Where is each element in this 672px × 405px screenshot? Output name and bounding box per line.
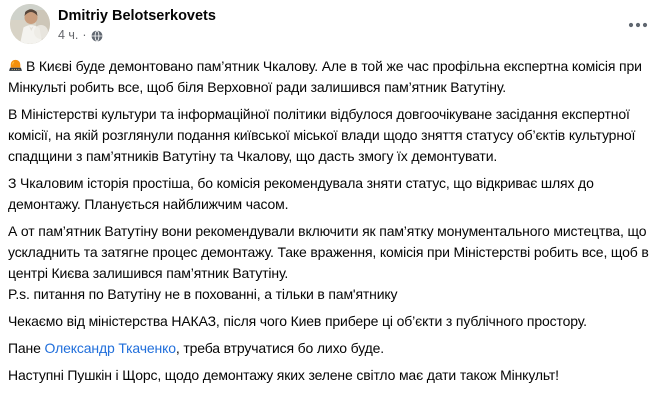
post-header — [0, 0, 672, 44]
post-paragraph: В Міністерстві культури та інформаційної політики відбулося довгоочікуване засідання експертної комісії, на якій розглянули подання київської міської влади щодо зняття статусу об’єктів культурної спадщини з пам’ятників Ватутіну та Чкалову, що дасть змогу їх демонтувати. — [8, 106, 636, 164]
paragraph-text: Пане — [8, 340, 45, 356]
post-content — [0, 56, 672, 386]
post-paragraph: Наступні Пушкін і Щорс, щодо демонтажу яких зелене світло має дати також Мінкульт! — [8, 367, 559, 383]
rotating-light-emoji — [8, 58, 23, 73]
avatar-photo — [10, 4, 50, 44]
paragraph-text: , треба втручатися бо лихо буде. — [175, 340, 385, 356]
globe-icon — [91, 30, 103, 42]
post-subtitle — [58, 28, 624, 43]
paragraph-text: В Києві буде демонтовано пам’ятник Чкалову. Але в той же час профільна експертна комісія при Мінкульті робить все, щоб біля Верховної ради залишився пам’ятник Ватутіну. — [8, 58, 642, 95]
post-paragraph — [8, 338, 664, 359]
post-paragraph: Чекаємо від міністерства НАКАЗ, після чого Киев прибере ці об’єкти з публічного простору. — [8, 313, 587, 329]
ellipsis-icon — [628, 22, 648, 28]
mention-link-oleksandr-tkachenko[interactable]: Олександр Ткаченко — [44, 340, 176, 356]
post-meta — [58, 4, 624, 43]
author-name[interactable]: Dmitriy Belotserkovets — [58, 8, 216, 24]
dot-separator: · — [82, 28, 87, 42]
post-options-button[interactable] — [624, 18, 652, 32]
timestamp[interactable]: 4 ч. — [58, 28, 79, 42]
postscript-text: P.s. питання по Ватутіну не в похованні, а тільки в пам'ятнику — [8, 286, 398, 302]
post-paragraph — [8, 56, 664, 98]
paragraph-text: А от пам’ятник Ватутіну вони рекомендували включити як пам’ятку монументального мистецтва, що ускладнить та затягне процес демонтажу. Таке враження, комісія при Міністерстві робить все, щоб в центрі Києва залишився пам’ятник Ватутіну. — [8, 223, 649, 281]
post-paragraph — [8, 221, 664, 305]
avatar[interactable] — [10, 4, 50, 44]
post-paragraph: З Чкаловим історія простіша, бо комісія рекомендувала зняти статус, що відкриває шлях до демонтажу. Планується найближчим часом. — [8, 175, 594, 212]
